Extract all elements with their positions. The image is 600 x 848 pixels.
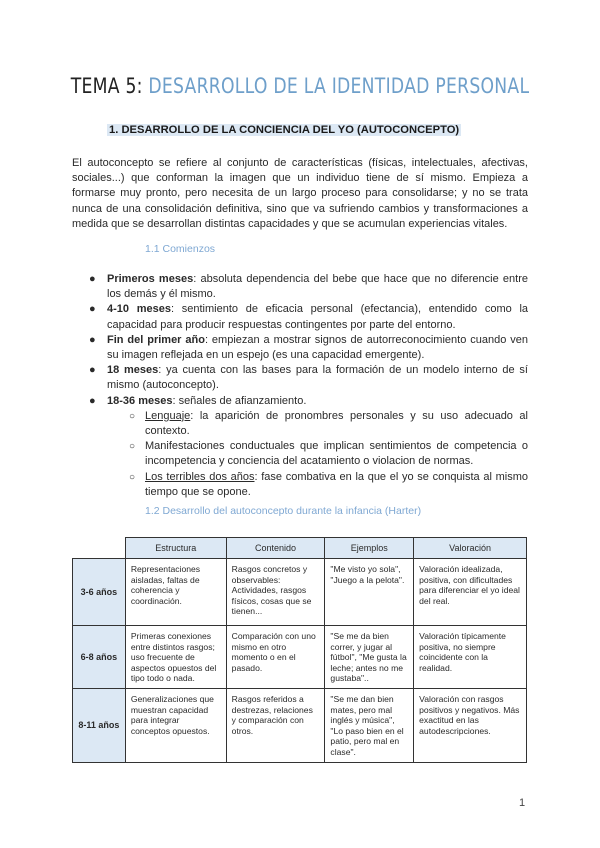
- table-cell: Valoración con rasgos positivos y negativos. Más exactitud en las autodescripciones.: [414, 688, 527, 762]
- table-header: Estructura: [125, 538, 226, 559]
- item-term: 4-10 meses: [107, 303, 171, 316]
- sub-list-item: ○ Lenguaje: la aparición de pronombres personales y su uso adecuado al contexto.: [129, 409, 528, 438]
- table-row: [73, 688, 527, 762]
- harter-table: [72, 537, 527, 763]
- page-title: [54, 74, 546, 98]
- title-prefix: TEMA 5:: [70, 74, 149, 98]
- section-1-heading: 1. DESARROLLO DE LA CONCIENCIA DEL YO (AUTOCONCEPTO): [109, 124, 460, 136]
- table-cell: Representaciones aisladas, faltas de coherencia y coordinación.: [125, 559, 226, 626]
- table-cell: Primeras conexiones entre distintos rasgos; uso frecuente de aspectos opuestos del tipo todo o nada.: [125, 626, 226, 689]
- item-term: Primeros meses: [107, 273, 194, 285]
- table-header: Ejemplos: [325, 538, 414, 559]
- age-cell: 6-8 años: [73, 626, 126, 689]
- table-cell: Valoración típicamente positiva, no siempre coincidente con la realidad.: [414, 626, 527, 689]
- item-term: 18 meses: [107, 364, 159, 377]
- sub-item-text: : la aparición de pronombres personales y su uso adecuado al contexto.: [145, 409, 528, 438]
- list-item: ● 18 meses: ya cuenta con las bases para la formación de un modelo interno de sí mismo (autoconcepto).: [89, 364, 528, 392]
- table-cell: Generalizaciones que muestran capacidad para integrar conceptos opuestos.: [125, 688, 226, 762]
- table-header: Contenido: [226, 538, 325, 559]
- comienzos-list: [72, 272, 528, 500]
- table-cell: "Se me dan bien mates, pero mal inglés y música", "Lo paso bien en el patio, pero mal en clase".: [325, 688, 414, 762]
- title-main: DESARROLLO DE LA IDENTIDAD PERSONAL: [148, 74, 530, 98]
- item-text: : sentimiento de eficacia personal (efectancia), entendido como la capacidad para producir respuestas contingentes por parte del entorno.: [107, 303, 529, 331]
- item-term: Fin del primer año: [107, 333, 205, 346]
- page-number: 1: [519, 797, 526, 809]
- table-cell: "Me visto yo sola", "Juego a la pelota".: [325, 559, 414, 626]
- table-cell: Comparación con uno mismo en otro momento o en el pasado.: [226, 626, 325, 689]
- table-cell: Rasgos referidos a destrezas, relaciones y comparación con otros.: [226, 688, 325, 762]
- table-row: [73, 626, 527, 689]
- sub-list-item: ○ Los terribles dos años: fase combativa en la que el yo se conquista al mismo tiempo que se opone.: [129, 470, 528, 498]
- table-row: [73, 559, 527, 626]
- age-cell: 8-11 años: [73, 688, 126, 762]
- section-1-2-heading: 1.2 Desarrollo del autoconcepto durante la infancia (Harter): [145, 505, 422, 517]
- sub-item-text: : fase combativa en la que el yo se conquista al mismo tiempo que se opone.: [145, 470, 528, 498]
- list-item: ● 4-10 meses: sentimiento de eficacia personal (efectancia), entendido como la capacidad para producir respuestas contingentes por parte del entorno.: [89, 303, 529, 331]
- item-text: : señales de afianzamiento.: [172, 394, 307, 407]
- table-header-empty: [73, 538, 126, 559]
- item-text: : absoluta dependencia del bebe que hace que no diferencie entre los demás y él mismo.: [107, 273, 528, 301]
- item-text: : empiezan a mostrar signos de autorreconocimiento cuando ven su imagen reflejada en un espejo (es una capacidad emergente).: [107, 333, 528, 362]
- list-item: ● 18-36 meses: señales de afianzamiento.: [89, 394, 307, 407]
- sub-list-item: ○ Manifestaciones conductuales que implican sentimientos de competencia o incompetencia y conciencia del acatamiento o violacion de normas.: [129, 440, 528, 468]
- item-text: : ya cuenta con las bases para la formación de un modelo interno de sí mismo (autoconcepto).: [107, 364, 528, 392]
- sub-item-text: Manifestaciones conductuales que implican sentimientos de competencia o incompetencia y conciencia del acatamiento o violacion de normas.: [145, 440, 528, 468]
- list-item: ● Fin del primer año: empiezan a mostrar signos de autorreconocimiento cuando ven su imagen reflejada en un espejo (es una capacidad emergente).: [89, 333, 528, 362]
- section-1-paragraph: El autoconcepto se refiere al conjunto de características (físicas, intelectuales, afectivas, sociales...) que conforman la imagen que un individuo tiene de sí mismo. Empieza a formarse muy pronto, pero necesita de un largo proceso para consolidarse; y no se trata nunca de una consolidación definitiva, sino que va sufriendo cambios y transformaciones a medida que se desarrollan distintas capacidades y que se acumulan experiencias vitales.: [72, 157, 528, 230]
- age-cell: 3-6 años: [73, 559, 126, 626]
- table-cell: Valoración idealizada, positiva, con dificultades para diferenciar el yo ideal del real.: [414, 559, 527, 626]
- list-item: ● Primeros meses: absoluta dependencia del bebe que hace que no diferencie entre los demás y él mismo.: [89, 273, 528, 301]
- table-cell: "Se me da bien correr, y jugar al fútbol", "Me gusta la leche; antes no me gustaba"..: [325, 626, 414, 689]
- item-term: 18-36 meses: [107, 394, 173, 407]
- table-cell: Rasgos concretos y observables: Actividades, rasgos físicos, cosas que se tienen...: [226, 559, 325, 626]
- sub-item-term: Lenguaje: [145, 409, 191, 422]
- sub-item-term: Los terribles dos años: [145, 470, 255, 483]
- table-header: Valoración: [414, 538, 527, 559]
- table-header-row: [73, 538, 527, 559]
- section-1-1-heading: 1.1 Comienzos: [145, 243, 216, 255]
